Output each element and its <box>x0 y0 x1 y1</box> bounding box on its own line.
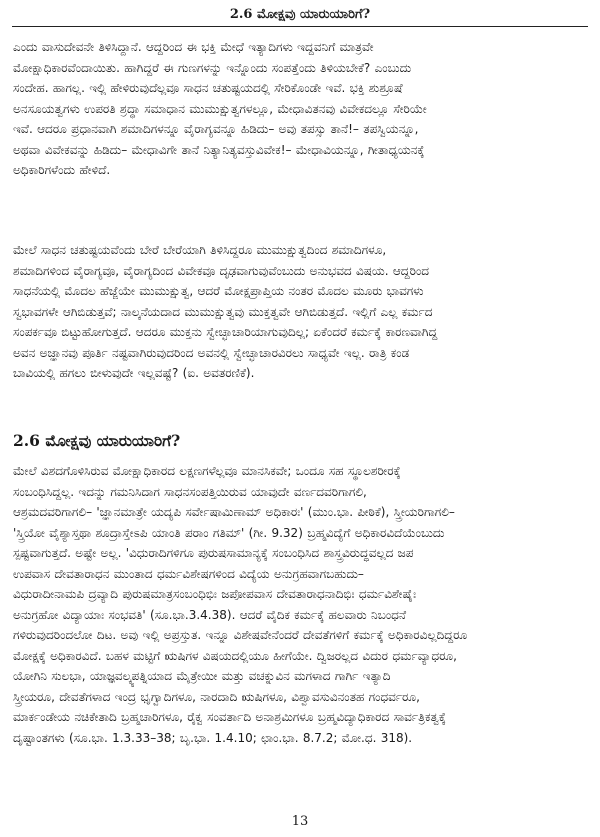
text-line: ಅಧಿಕಾರಿಗಳೆಂದು ಹೇಳಿದೆ. <box>13 163 111 177</box>
text-line: ಸಂಬಂಧಿಸಿದ್ದಲ್ಲ. ಇದನ್ನು ಗಮನಿಸಿದಾಗ ಸಾಧನಸಂಪತ್ತಿಯಿರುವ ಯಾವುದೇ ವರ್ಣದವರಿಗಾಗಲಿ, <box>13 484 367 499</box>
text-line: ಸ್ವಭಾವಗಳೇ ಆಗಿಬಿಡುತ್ತವೆ; ನಾಲ್ಕನೆಯದಾದ ಮುಮುಕ್ಷುತ್ವವು ಮುಕ್ತತ್ವವೇ ಆಗಿಬಿಡುತ್ತದೆ. ಇಲ್ಲಿಗೆ ಎಲ್ಲ ಕರ್ಮದ <box>13 304 433 319</box>
text-line: ಯೋಗಿನಿ ಸುಲಭಾ, ಯಾಜ್ಞವಲ್ಕ್ಯಪತ್ನಿಯಾದ ಮೈತ್ರೇಯೀ ಮತ್ತು ವಚಕ್ನುವಿನ ಮಗಳಾದ ಗಾರ್ಗಿ ಇತ್ಯಾದಿ <box>13 669 391 683</box>
text-line: ಗಳಿರುವುದರಿಂದಲೋ ದಿಟ. ಅವು ಇಲ್ಲಿ ಅಪ್ರಸ್ತುತ. ಇನ್ನೂ ವಿಶೇಷವೇನೆಂದರೆ ದೇವತೆಗಳಿಗೆ ಕರ್ಮಕ್ಕೆ ಅಧಿಕಾರವಿಲ್ಲದಿದ್ದರೂ <box>13 628 468 642</box>
text-line: ವಿಧುರಾದೀನಾಮಪಿ ದ್ರವ್ಯಾದಿ ಪುರುಷಮಾತ್ರಸಂಬಂಧಿಭಿಃ ಜಪೋಪವಾಸ ದೇವತಾರಾಧನಾದಿಭಿಃ ಧರ್ಮವಿಶೇಷೈಃ <box>13 587 417 601</box>
text-line: ಸ್ತ್ರೀಯರೂ, ದೇವತೆಗಳಾದ ಇಂದ್ರ ಭೃಗ್ವಾದಿಗಳೂ, ನಾರದಾದಿ ಋಷಿಗಳೂ, ವಿಶ್ವಾವಸುವಿನಂತಹ ಗಂಧರ್ವರೂ, <box>13 689 420 704</box>
text-line: ಮೇಲೆ ಸಾಧನ ಚತುಷ್ಟಯವೆಂದು ಬೇರೆ ಬೇರೆಯಾಗಿ ತಿಳಿಸಿದ್ದರೂ ಮುಮುಕ್ಷುತ್ವದಿಂದ ಶಮಾದಿಗಳೂ, <box>13 243 387 257</box>
text-line: ಸಂಪರ್ಕವೂ ಬಿಟ್ಟುಹೋಗುತ್ತದೆ. ಆದರೂ ಮುಕ್ತನು ಸ್ವೇಚ್ಛಾಚಾರಿಯಾಗುವುದಿಲ್ಲ; ಏಕೆಂದರೆ ಕರ್ಮಕ್ಕೆ ಕಾರಣವಾಗಿದ್ದ <box>13 325 438 339</box>
text-line: ಸಾಧನೆಯಲ್ಲಿ ಮೊದಲ ಹೆಜ್ಜೆಯೇ ಮುಮುಕ್ಷುತ್ವ, ಆದರೆ ಮೋಕ್ಷಪ್ರಾಪ್ತಿಯ ನಂತರ ಮೊದಲ ಮೂರು ಭಾವಗಳು <box>13 284 424 298</box>
text-line: ಶಮಾದಿಗಳಿಂದ ವೈರಾಗ್ಯವೂ, ವೈರಾಗ್ಯದಿಂದ ವಿವೇಕವೂ ದೃಢವಾಗುವುವೆಂಬುದು ಅನುಭವದ ವಿಷಯ. ಆದ್ದರಿಂದ <box>13 263 430 278</box>
text-line: ಅನಸೂಯತ್ವಗಳು ಉಪರತಿ ಶ್ರದ್ಧಾ ಸಮಾಧಾನ ಮುಮುಕ್ಷುತ್ವಗಳಲ್ಲೂ, ಮೇಧಾವಿತನವು ವಿವೇಕದಲ್ಲೂ ಸೇರಿಯೇ <box>13 101 427 116</box>
text-line: ಮಾರ್ಕಂಡೇಯ ನಚಿಕೇತಾದಿ ಬ್ರಹ್ಮಚಾರಿಗಳೂ, ರೈಕ್ವ ಸಂವರ್ತಾದಿ ಅನಾಶ್ರಮಿಗಳೂ ಬ್ರಹ್ಮವಿದ್ಯಾಧಿಕಾರದ ಸಾರ್ವತ್ರಿಕತ್ವಕ್ಕೆ <box>13 710 446 724</box>
text-line: ಅನುಗ್ರಹೋ ವಿದ್ಯಾಯಾಃ ಸಂಭವತಿ' (ಸೂ.ಭಾ.3.4.38). ಆದರೆ ವೈದಿಕ ಕರ್ಮಕ್ಕೆ ಹಲವಾರು ನಿಬಂಧನೆ <box>13 607 407 622</box>
text-line: ಎಂದು ವಾಸುದೇವನೇ ತಿಳಿಸಿದ್ದಾನೆ. ಆದ್ದರಿಂದ ಈ ಭಕ್ತಿ ಮೇಧೆ ಇತ್ಯಾದಿಗಳು ಇದ್ದವನಿಗೆ ಮಾತ್ರವೇ <box>13 40 374 54</box>
text-line: ದೃಷ್ಟಾಂತಗಳು (ಸೂ.ಭಾ. 1.3.33–38; ಬೃ.ಭಾ. 1.4.10; ಛಾಂ.ಭಾ. 8.7.2; ಮೋ.ಧ. 318). <box>13 730 413 745</box>
paragraph-2 <box>13 240 585 384</box>
text-line: 'ಸ್ತ್ರಿಯೋ ವೈಶ್ಯಾಸ್ತಥಾ ಶೂದ್ರಾಸ್ತೇಽಪಿ ಯಾಂತಿ ಪರಾಂ ಗತಿಮ್' (ಗೀ. 9.32) ಬ್ರಹ್ಮವಿದ್ಯೆಗೆ ಅಧಿಕಾರವಿದೆಯೆಂಬುದು <box>13 525 445 540</box>
running-header: 2.6 ಮೋಕ್ಷವು ಯಾರುಯಾರಿಗೆ? <box>229 7 371 22</box>
page-number: 13 <box>291 814 309 829</box>
text-line: ಮೋಕ್ಷಕ್ಕೆ ಅಧಿಕಾರವಿದೆ. ಬಹಳ ಮಟ್ಟಿಗೆ ಋಷಿಗಳ ವಿಷಯದಲ್ಲಿಯೂ ಹೀಗೆಯೇ. ದ್ವಿಜರಲ್ಲದ ವಿದುರ ಧರ್ಮವ್ಯಾಧರೂ, <box>13 648 457 663</box>
text-line: ಅಥವಾ ವಿವೇಕವನ್ನು ಹಿಡಿದು– ಮೇಧಾವಿಗೇ ತಾನೆ ನಿತ್ಯಾನಿತ್ಯವಸ್ತುವಿವೇಕ!– ಮೇಧಾವಿಯನ್ನೂ, ಗೀತಾಧ್ಯಯನಕ್ಕೆ <box>13 142 425 157</box>
text-line: ಮೋಕ್ಷಾಧಿಕಾರವೆಂದಾಯಿತು. ಹಾಗಿದ್ದರೆ ಈ ಗುಣಗಳನ್ನು ಇನ್ನೊಂದು ಸಂಪತ್ತೆಂದು ತಿಳಿಯಬೇಕೆ? ಎಂಬುದು <box>13 60 412 75</box>
text-line: ಉಪವಾಸ ದೇವತಾರಾಧನ ಮುಂತಾದ ಧರ್ಮವಿಶೇಷಗಳಿಂದ ವಿದ್ಯೆಯ ಅನುಗ್ರಹವಾಗಬಹುದು– <box>13 566 364 581</box>
text-line: ಸಂದೇಹ. ಹಾಗಲ್ಲ. ಇಲ್ಲಿ ಹೇಳಿರುವುದೆಲ್ಲವೂ ಸಾಧನ ಚತುಷ್ಟಯದಲ್ಲಿ ಸೇರಿಕೊಂಡೇ ಇವೆ. ಭಕ್ತಿ ಶುಶ್ರೂಷೆ <box>13 81 403 95</box>
text-line: ಮೇಲೆ ವಿಶದಗೊಳಿಸಿರುವ ಮೋಕ್ಷಾಧಿಕಾರದ ಲಕ್ಷಣಗಳೆಲ್ಲವೂ ಮಾನಸಿಕವೇ; ಒಂದೂ ಸಹ ಸ್ಥೂಲಶರೀರಕ್ಕೆ <box>13 464 401 478</box>
text-line: ಅವನ ಅಜ್ಞಾನವು ಪೂರ್ತಿ ನಷ್ಟವಾಗಿರುವುದರಿಂದ ಅವನಲ್ಲಿ ಸ್ವೇಚ್ಛಾಚಾರವಿರಲು ಸಾಧ್ಯವೇ ಇಲ್ಲ. ರಾತ್ರಿ ಕಂಡ <box>13 345 410 360</box>
text-line: ಬಾವಿಯಲ್ಲಿ ಹಗಲು ಬೀಳುವುದೇ ಇಲ್ಲವಷ್ಟೆ? (ಐ. ಅವತರಣಿಕೆ). <box>13 366 255 380</box>
header-rule <box>12 26 588 27</box>
text-line: ಆಶ್ರಮದವರಿಗಾಗಲಿ– 'ಜ್ಞಾನಮಾತ್ರೇ ಯದ್ಯಪಿ ಸರ್ವೇಷಾಮಿಣಾಮ್ ಅಧಿಕಾರಃ' (ಮುಂ.ಭಾ. ಪೀಠಿಕೆ), ಸ್ತ್ರೀಯರಿಗಾಗಲಿ– <box>13 505 455 519</box>
paragraph-3 <box>13 461 585 748</box>
section-heading: 2.6 ಮೋಕ್ಷವು ಯಾರುಯಾರಿಗೆ? <box>13 431 181 450</box>
text-line: ಇವೆ. ಆದರೂ ಪ್ರಧಾನವಾಗಿ ಶಮಾದಿಗಳನ್ನೂ ವೈರಾಗ್ಯವನ್ನೂ ಹಿಡಿದು– ಅವು ತಪಸ್ಸು ತಾನೆ!– ತಪಸ್ವಿಯನ್ನೂ, <box>13 122 419 136</box>
paragraph-1 <box>13 37 585 181</box>
text-line: ಸ್ಪಷ್ಟವಾಗುತ್ತದೆ. ಅಷ್ಟೇ ಅಲ್ಲ. 'ವಿಧುರಾದಿಗಳಿಗೂ ಪುರುಷಸಾಮಾನ್ಯಕ್ಕೆ ಸಂಬಂಧಿಸಿದ ಶಾಸ್ತ್ರವಿರುದ್ಧವಲ್ಲದ ಜಪ <box>13 546 414 560</box>
